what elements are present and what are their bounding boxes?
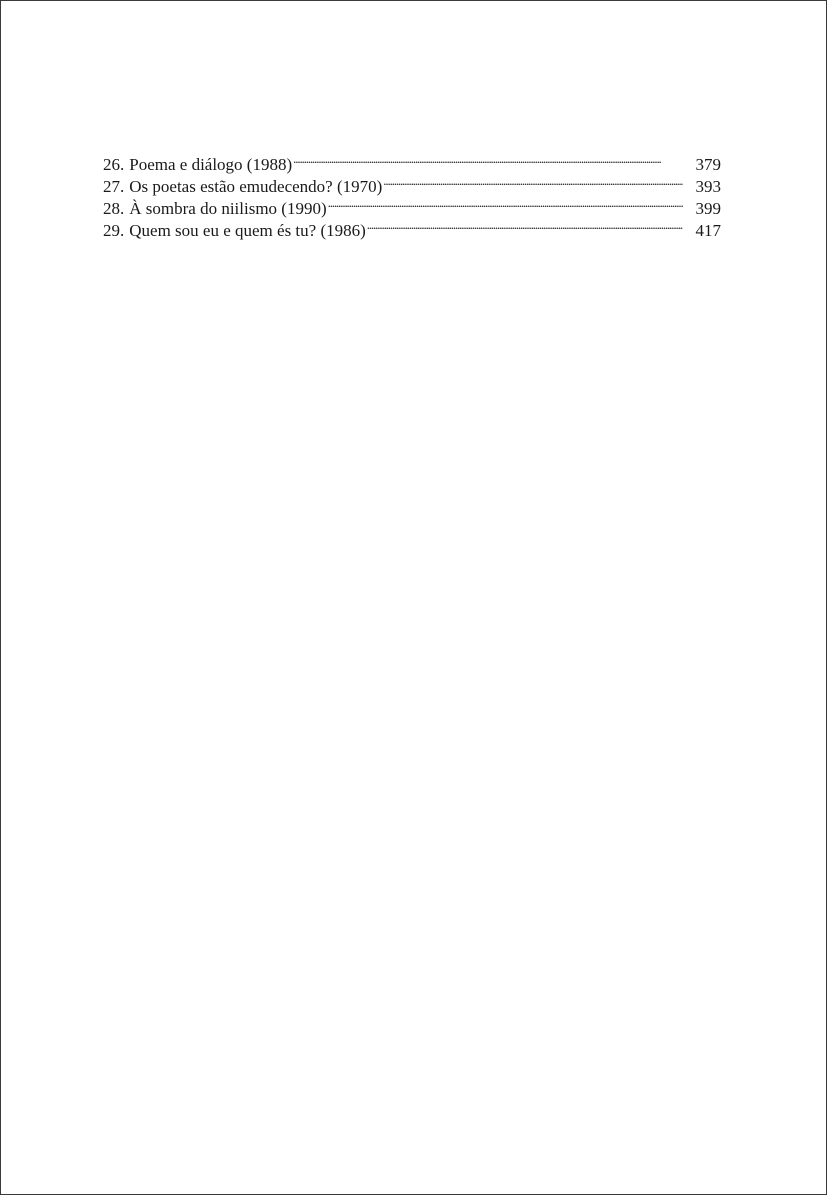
toc-entry-page: 393	[695, 177, 721, 196]
toc-entry-title: Poema e diálogo (1988)	[129, 155, 293, 174]
toc-dot-leader	[367, 214, 683, 236]
toc-entry-page: 399	[695, 199, 721, 218]
toc-dot-leader	[383, 170, 683, 192]
toc-entry-number: 28.	[103, 199, 125, 218]
toc-dot-leader	[293, 148, 683, 170]
toc-entry-page: 379	[695, 155, 721, 174]
toc-dot-leader	[328, 192, 683, 214]
toc-entry-title: Quem sou eu e quem és tu? (1986)	[129, 221, 366, 240]
toc-entry-number: 26.	[103, 155, 125, 174]
toc-entry-title: À sombra do niilismo (1990)	[129, 199, 327, 218]
table-of-contents	[103, 148, 721, 240]
toc-entry-title: Os poetas estão emudecendo? (1970)	[129, 177, 383, 196]
toc-entry-page: 417	[695, 221, 721, 240]
toc-entry-number: 29.	[103, 221, 125, 240]
toc-entry-number: 27.	[103, 177, 125, 196]
toc-entry-26	[103, 148, 721, 174]
